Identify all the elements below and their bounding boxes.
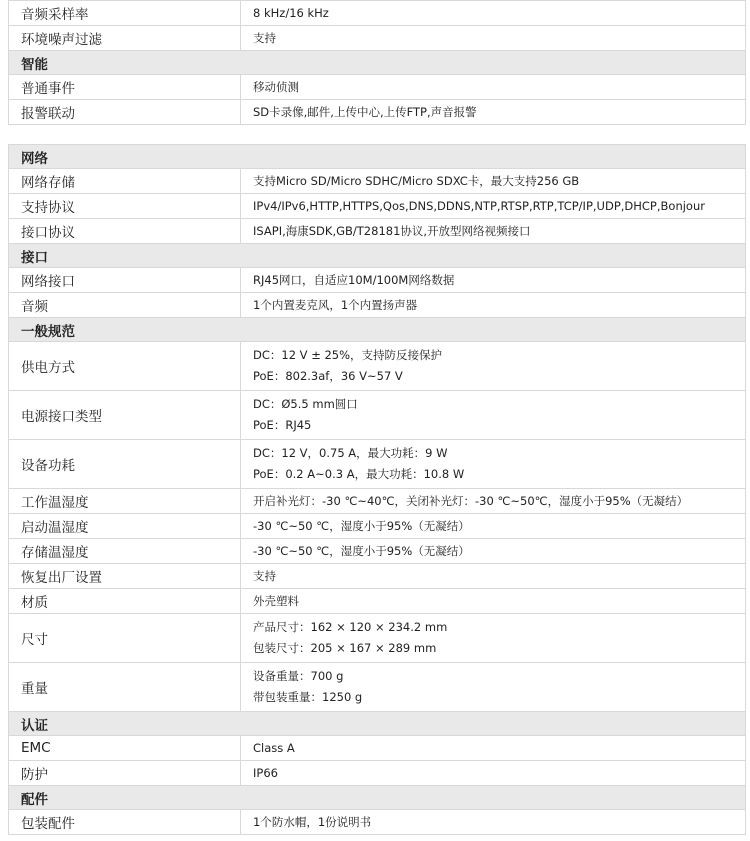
gap-cell: [9, 125, 746, 145]
spec-value-line: 包装尺寸：205 × 167 × 289 mm: [253, 641, 437, 655]
spec-value-line: 设备重量：700 g: [253, 669, 344, 683]
section-header-general: [9, 318, 746, 342]
spec-label: 设备功耗: [9, 440, 241, 489]
table-row: [9, 761, 746, 786]
spec-value: Class A: [241, 736, 746, 761]
table-row: [9, 100, 746, 125]
section-title: 认证: [9, 712, 746, 736]
spec-label: 普通事件: [9, 75, 241, 100]
spec-label: 尺寸: [9, 614, 241, 663]
spec-value: SD卡录像,邮件,上传中心,上传FTP,声音报警: [241, 100, 746, 125]
spec-value: 8 kHz/16 kHz: [241, 1, 746, 26]
table-row: [9, 663, 746, 712]
spec-value: IPv4/IPv6,HTTP,HTTPS,Qos,DNS,DDNS,NTP,RTSP,RTP,TCP/IP,UDP,DHCP,Bonjour: [241, 194, 746, 219]
table-row: [9, 342, 746, 391]
spec-value-line: DC：Ø5.5 mm圆口: [253, 397, 358, 411]
spec-value-line: PoE：0.2 A~0.3 A，最大功耗：10.8 W: [253, 467, 465, 481]
spec-label: 存储温湿度: [9, 539, 241, 564]
table-row: [9, 293, 746, 318]
spec-label: 包装配件: [9, 810, 241, 835]
spec-label: 工作温湿度: [9, 489, 241, 514]
table-row: [9, 219, 746, 244]
section-title: 配件: [9, 786, 746, 810]
section-title: 网络: [9, 145, 746, 169]
table-row: [9, 440, 746, 489]
spec-value: 支持: [241, 26, 746, 51]
table-row: [9, 736, 746, 761]
spec-label: 网络存储: [9, 169, 241, 194]
section-header-interface: [9, 244, 746, 268]
spec-label: 支持协议: [9, 194, 241, 219]
spec-value: -30 ℃~50 ℃，湿度小于95%（无凝结）: [241, 514, 746, 539]
spec-value: 移动侦测: [241, 75, 746, 100]
spec-value: 开启补光灯：-30 ℃~40℃，关闭补光灯：-30 ℃~50℃，湿度小于95%（无凝结）: [241, 489, 746, 514]
section-header-smart: [9, 51, 746, 75]
spec-label: 供电方式: [9, 342, 241, 391]
table-row: [9, 268, 746, 293]
table-row: [9, 75, 746, 100]
spec-value: 支持: [241, 564, 746, 589]
spec-value: ISAPI,海康SDK,GB/T28181协议,开放型网络视频接口: [241, 219, 746, 244]
section-header-network: [9, 145, 746, 169]
spec-label: 重量: [9, 663, 241, 712]
table-row: [9, 1, 746, 26]
spec-value: [241, 342, 746, 391]
spec-label: 启动温湿度: [9, 514, 241, 539]
table-row: [9, 589, 746, 614]
table-row: [9, 564, 746, 589]
section-title: 一般规范: [9, 318, 746, 342]
table-row: [9, 539, 746, 564]
spec-label: EMC: [9, 736, 241, 761]
spec-value: [241, 391, 746, 440]
spec-value: 外壳塑料: [241, 589, 746, 614]
table-row: [9, 514, 746, 539]
table-row: [9, 489, 746, 514]
section-title: 智能: [9, 51, 746, 75]
table-row: [9, 810, 746, 835]
spec-value: RJ45网口，自适应10M/100M网络数据: [241, 268, 746, 293]
section-header-cert: [9, 712, 746, 736]
spec-label: 网络接口: [9, 268, 241, 293]
spec-value: [241, 614, 746, 663]
section-title: 接口: [9, 244, 746, 268]
spec-value: 1个内置麦克风，1个内置扬声器: [241, 293, 746, 318]
table-row: [9, 169, 746, 194]
spec-table: [8, 0, 746, 835]
spec-label: 防护: [9, 761, 241, 786]
spec-value: [241, 663, 746, 712]
spec-value-line: DC：12 V ± 25%，支持防反接保护: [253, 348, 443, 362]
table-row: [9, 391, 746, 440]
spec-label: 恢复出厂设置: [9, 564, 241, 589]
spec-value: -30 ℃~50 ℃，湿度小于95%（无凝结）: [241, 539, 746, 564]
spec-value-line: 带包装重量：1250 g: [253, 690, 363, 704]
spec-value-line: PoE：802.3af，36 V~57 V: [253, 369, 403, 383]
spec-value: [241, 440, 746, 489]
spec-label: 音频采样率: [9, 1, 241, 26]
section-gap: [9, 125, 746, 145]
spec-value: 1个防水帽，1份说明书: [241, 810, 746, 835]
spec-label: 接口协议: [9, 219, 241, 244]
spec-value-line: DC：12 V，0.75 A，最大功耗：9 W: [253, 446, 448, 460]
spec-label: 材质: [9, 589, 241, 614]
table-row: [9, 194, 746, 219]
spec-value-line: PoE：RJ45: [253, 418, 312, 432]
spec-value-line: 产品尺寸：162 × 120 × 234.2 mm: [253, 620, 448, 634]
section-header-accessory: [9, 786, 746, 810]
spec-value: 支持Micro SD/Micro SDHC/Micro SDXC卡，最大支持256 GB: [241, 169, 746, 194]
spec-label: 电源接口类型: [9, 391, 241, 440]
spec-label: 报警联动: [9, 100, 241, 125]
spec-label: 音频: [9, 293, 241, 318]
spec-value: IP66: [241, 761, 746, 786]
table-row: [9, 26, 746, 51]
table-row: [9, 614, 746, 663]
spec-label: 环境噪声过滤: [9, 26, 241, 51]
